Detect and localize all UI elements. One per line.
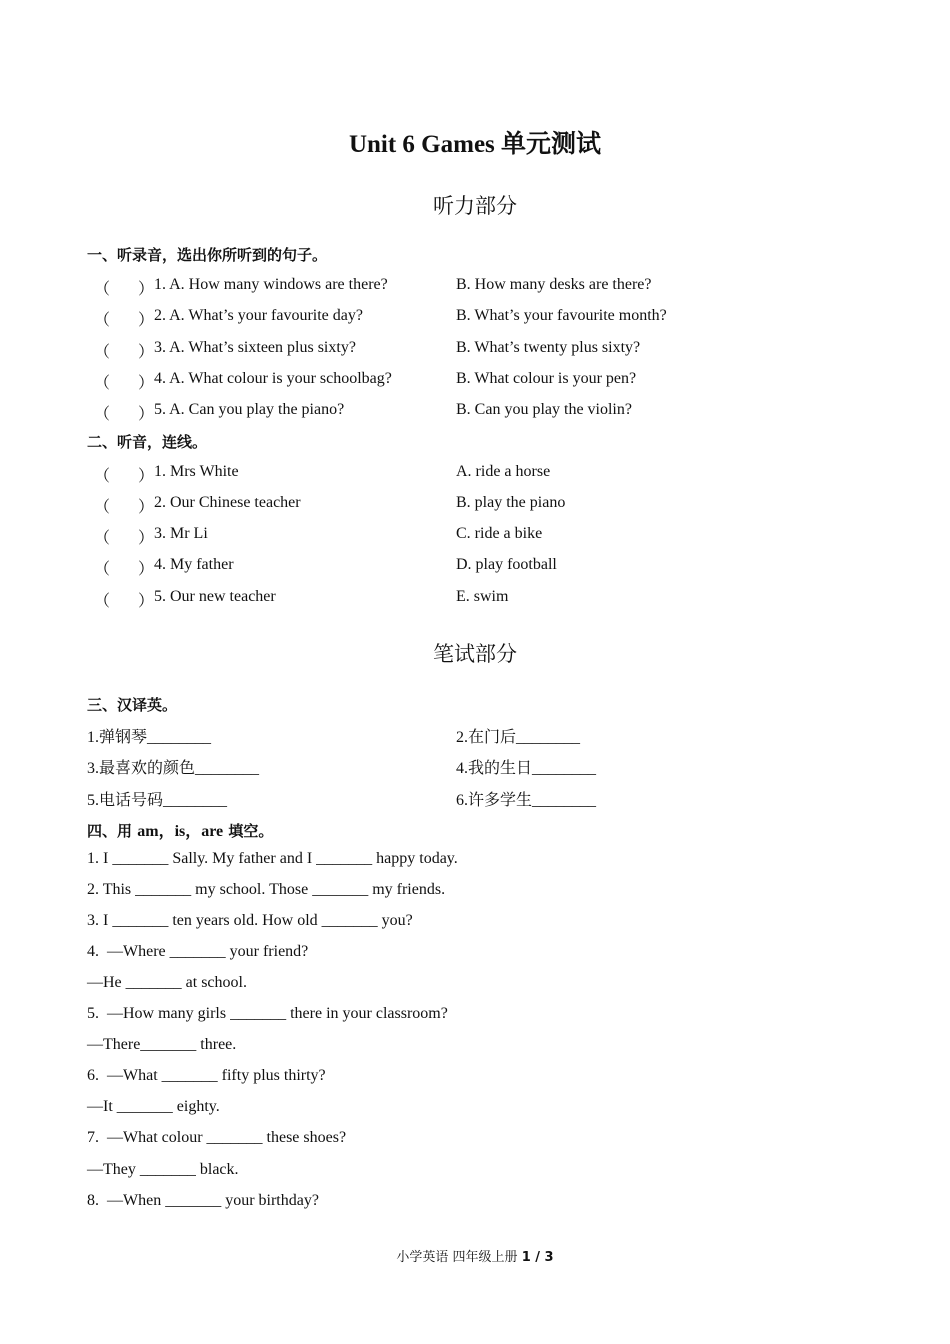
part4-heading-suffix: 填空。	[223, 822, 274, 840]
part4-heading-prefix: 四、用	[87, 822, 138, 840]
answer-paren-close: ）	[138, 406, 155, 423]
answer-paren-open: （	[94, 499, 111, 516]
fill-blank-line: 2. This _______ my school. Those _______ my friends.	[87, 881, 446, 898]
answer-paren-close: ）	[138, 468, 155, 485]
listening-section-heading: 听力部分	[433, 194, 517, 218]
part4-heading	[87, 818, 273, 841]
person: 4. My father	[154, 556, 234, 573]
fill-blank-line: 5. —How many girls _______ there in your classroom?	[87, 1005, 448, 1022]
option-b: B. What colour is your pen?	[456, 370, 637, 387]
fill-blank-line: 8. —When _______ your birthday?	[87, 1192, 319, 1209]
person: 5. Our new teacher	[154, 588, 276, 605]
activity: E. swim	[456, 588, 509, 605]
fill-blank-line: —They _______ black.	[87, 1161, 239, 1178]
person: 1. Mrs White	[154, 463, 239, 480]
fill-blank-line: —It _______ eighty.	[87, 1098, 220, 1115]
answer-paren-open: （	[94, 406, 111, 423]
page-footer	[0, 1246, 950, 1265]
option-b: B. How many desks are there?	[456, 276, 652, 293]
activity: A. ride a horse	[456, 463, 551, 480]
answer-paren-close: ）	[138, 344, 155, 361]
translation-row	[0, 787, 950, 809]
answer-paren-open: （	[94, 561, 111, 578]
answer-paren-close: ）	[138, 312, 155, 329]
part1-item	[0, 339, 950, 361]
part2-item	[0, 556, 950, 578]
option-a: 5. A. Can you play the piano?	[154, 401, 345, 418]
part2-item	[0, 588, 950, 610]
part1-heading: 一、听录音，选出你所听到的句子。	[87, 246, 328, 264]
fill-blank-line: —He _______ at school.	[87, 974, 247, 991]
option-b: B. What’s twenty plus sixty?	[456, 339, 641, 356]
answer-paren-open: （	[94, 593, 111, 610]
option-a: 3. A. What’s sixteen plus sixty?	[154, 339, 356, 356]
translation-item: 1.弹钢琴________	[87, 729, 212, 746]
answer-paren-open: （	[94, 530, 111, 547]
translation-row	[0, 724, 950, 746]
fill-blank-line: 1. I _______ Sally. My father and I _______ happy today.	[87, 850, 458, 867]
answer-paren-close: ）	[138, 375, 155, 392]
answer-paren-close: ）	[138, 561, 155, 578]
part3-heading: 三、汉译英。	[87, 696, 178, 714]
answer-paren-open: （	[94, 344, 111, 361]
answer-paren-open: （	[94, 281, 111, 298]
page-separator: /	[530, 1250, 545, 1265]
translation-item: 3.最喜欢的颜色________	[87, 760, 260, 777]
translation-item: 4.我的生日________	[456, 760, 597, 777]
answer-paren-close: ）	[138, 593, 155, 610]
activity: C. ride a bike	[456, 525, 543, 542]
answer-paren-open: （	[94, 375, 111, 392]
page-number: 1	[521, 1250, 531, 1265]
fill-blank-line: 4. —Where _______ your friend?	[87, 943, 309, 960]
page-total: 3	[544, 1250, 554, 1265]
part2-heading: 二、听音，连线。	[87, 433, 208, 451]
fill-blank-line: —There_______ three.	[87, 1036, 237, 1053]
option-a: 1. A. How many windows are there?	[154, 276, 388, 293]
translation-item: 2.在门后________	[456, 729, 581, 746]
activity: B. play the piano	[456, 494, 566, 511]
answer-paren-close: ）	[138, 530, 155, 547]
writing-section-heading: 笔试部分	[433, 642, 517, 666]
part1-item	[0, 307, 950, 329]
part1-item	[0, 370, 950, 392]
option-b: B. Can you play the violin?	[456, 401, 632, 418]
fill-blank-line: 3. I _______ ten years old. How old _______ you?	[87, 912, 413, 929]
option-b: B. What’s your favourite month?	[456, 307, 667, 324]
translation-item: 5.电话号码________	[87, 792, 228, 809]
option-a: 4. A. What colour is your schoolbag?	[154, 370, 392, 387]
part2-item	[0, 463, 950, 485]
answer-paren-close: ）	[138, 281, 155, 298]
part1-item	[0, 401, 950, 423]
fill-blank-line: 6. —What _______ fifty plus thirty?	[87, 1067, 326, 1084]
fill-blank-line: 7. —What colour _______ these shoes?	[87, 1129, 347, 1146]
translation-item: 6.许多学生________	[456, 792, 597, 809]
footer-text: 小学英语 四年级上册	[396, 1250, 518, 1265]
answer-paren-close: ）	[138, 499, 155, 516]
part2-item	[0, 494, 950, 516]
option-a: 2. A. What’s your favourite day?	[154, 307, 363, 324]
answer-paren-open: （	[94, 468, 111, 485]
page-title: Unit 6 Games 单元测试	[348, 131, 602, 158]
part2-item	[0, 525, 950, 547]
person: 2. Our Chinese teacher	[154, 494, 301, 511]
part4-heading-words: am，is，are	[137, 823, 224, 840]
activity: D. play football	[456, 556, 557, 573]
answer-paren-open: （	[94, 312, 111, 329]
person: 3. Mr Li	[154, 525, 208, 542]
translation-row	[0, 755, 950, 777]
part1-item	[0, 276, 950, 298]
